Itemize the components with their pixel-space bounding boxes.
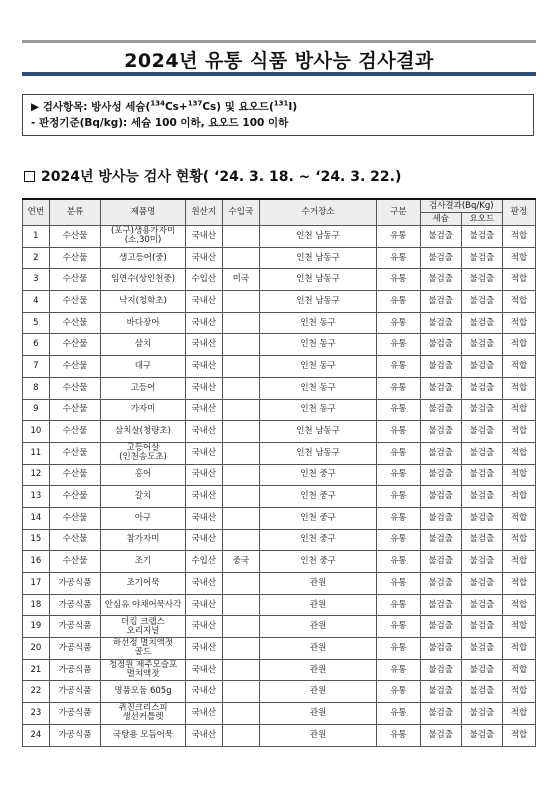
cell-origin: 국내산 [185,703,222,725]
cell-cesium: 불검출 [420,638,461,660]
cell-no: 20 [23,638,50,660]
cell-type: 유통 [377,269,420,291]
cell-category: 수산물 [49,356,101,378]
cell-product: 갈치 [101,486,185,508]
cell-iodine: 불검출 [461,442,502,464]
cell-location: 인천 중구 [259,464,376,486]
cell-category: 가공식품 [49,573,101,595]
header-import-country: 수입국 [222,199,259,226]
cell-location: 관원 [259,616,376,638]
header-category: 분류 [49,199,101,226]
cell-import-country [222,464,259,486]
cell-import-country: 미국 [222,269,259,291]
cell-iodine: 불검출 [461,724,502,746]
table-row [23,334,536,356]
cell-verdict: 적합 [502,724,535,746]
cell-import-country [222,334,259,356]
cell-verdict: 적합 [502,573,535,595]
cell-type: 유통 [377,573,420,595]
cell-iodine: 불검출 [461,312,502,334]
cell-category: 수산물 [49,312,101,334]
table-row [23,594,536,616]
cell-type: 유통 [377,616,420,638]
cell-product: 생고등어(중) [101,247,185,269]
cell-iodine: 불검출 [461,529,502,551]
cell-origin: 국내산 [185,356,222,378]
header-iodine: 요오드 [461,213,502,226]
cell-type: 유통 [377,421,420,443]
cell-origin: 수입산 [185,269,222,291]
cell-iodine: 불검출 [461,247,502,269]
cell-origin: 국내산 [185,486,222,508]
cell-import-country [222,399,259,421]
cell-import-country [222,638,259,660]
cell-no: 5 [23,312,50,334]
cell-iodine: 불검출 [461,659,502,681]
cell-no: 21 [23,659,50,681]
cell-location: 관원 [259,594,376,616]
cell-no: 1 [23,226,50,248]
cell-origin: 국내산 [185,247,222,269]
cell-cesium: 불검출 [420,247,461,269]
cell-type: 유통 [377,399,420,421]
cell-type: 유통 [377,226,420,248]
cell-location: 인천 남동구 [259,421,376,443]
cell-import-country [222,529,259,551]
cell-verdict: 적합 [502,551,535,573]
cell-origin: 국내산 [185,399,222,421]
cell-iodine: 불검출 [461,616,502,638]
table-row [23,356,536,378]
cell-cesium: 불검출 [420,703,461,725]
criteria-line: - 판정기준(Bq/kg): 세슘 100 이하, 요오드 100 이하 [31,117,289,129]
inspection-info-box [22,94,534,136]
cell-origin: 국내산 [185,529,222,551]
cell-no: 16 [23,551,50,573]
cell-location: 인천 동구 [259,312,376,334]
section-title: 2024년 방사능 검사 현황( ‘24. 3. 18. ~ ‘24. 3. 22.) [41,169,402,185]
table-row [23,464,536,486]
header-type: 구분 [377,199,420,226]
table-row [23,486,536,508]
cell-type: 유통 [377,724,420,746]
cell-cesium: 불검출 [420,464,461,486]
cell-product: 더킹 크랩스 오리지널 [101,616,185,638]
cell-import-country [222,247,259,269]
inspection-items-line: ▶ 검사항목: 방사성 세슘($^{134}$Cs+$^{137}$Cs) 및 요오드($^{131}$I) [31,99,298,113]
cell-cesium: 불검출 [420,334,461,356]
cell-category: 가공식품 [49,724,101,746]
cell-iodine: 불검출 [461,703,502,725]
cell-import-country [222,291,259,313]
cell-category: 가공식품 [49,594,101,616]
cell-import-country [222,724,259,746]
cell-iodine: 불검출 [461,226,502,248]
cell-origin: 국내산 [185,638,222,660]
cell-verdict: 적합 [502,291,535,313]
table-row [23,638,536,660]
cell-product: 낙지(청학초) [101,291,185,313]
cell-verdict: 적합 [502,507,535,529]
cell-location: 인천 중구 [259,507,376,529]
cell-category: 수산물 [49,399,101,421]
cell-verdict: 적합 [502,247,535,269]
cell-cesium: 불검출 [420,399,461,421]
cell-location: 인천 중구 [259,486,376,508]
cell-verdict: 적합 [502,703,535,725]
cell-product: 바다장어 [101,312,185,334]
cell-product: 퀴진크리스피 생선커틀렛 [101,703,185,725]
cell-location: 관원 [259,724,376,746]
cell-type: 유통 [377,442,420,464]
cell-cesium: 불검출 [420,616,461,638]
table-row [23,551,536,573]
cell-product: 하선정 멸치액젓 골드 [101,638,185,660]
cell-import-country [222,421,259,443]
cell-category: 수산물 [49,464,101,486]
cell-no: 10 [23,421,50,443]
cell-import-country [222,659,259,681]
cell-origin: 국내산 [185,442,222,464]
cell-verdict: 적합 [502,442,535,464]
cell-iodine: 불검출 [461,399,502,421]
cell-import-country: 중국 [222,551,259,573]
cell-verdict: 적합 [502,529,535,551]
cell-no: 14 [23,507,50,529]
cell-cesium: 불검출 [420,594,461,616]
cell-origin: 국내산 [185,334,222,356]
title-top-rule [22,40,536,43]
cell-no: 18 [23,594,50,616]
table-row [23,703,536,725]
cell-iodine: 불검출 [461,334,502,356]
header-cesium: 세슘 [420,213,461,226]
cell-category: 수산물 [49,334,101,356]
cell-no: 17 [23,573,50,595]
cell-category: 수산물 [49,269,101,291]
cell-product: (포구)생용가자미 (소,30미) [101,226,185,248]
cell-category: 수산물 [49,529,101,551]
cell-type: 유통 [377,507,420,529]
cell-verdict: 적합 [502,421,535,443]
cell-cesium: 불검출 [420,226,461,248]
cell-location: 인천 남동구 [259,226,376,248]
cell-iodine: 불검출 [461,507,502,529]
cell-category: 수산물 [49,442,101,464]
cell-location: 인천 남동구 [259,291,376,313]
cell-verdict: 적합 [502,594,535,616]
cell-verdict: 적합 [502,269,535,291]
cell-iodine: 불검출 [461,356,502,378]
cell-product: 고등어 [101,377,185,399]
header-verdict: 판정 [502,199,535,226]
cell-cesium: 불검출 [420,356,461,378]
cell-verdict: 적합 [502,616,535,638]
cell-cesium: 불검출 [420,573,461,595]
table-row [23,616,536,638]
cell-category: 수산물 [49,507,101,529]
cell-product: 청정원 제주모슬포 멸치액젓 [101,659,185,681]
cell-no: 3 [23,269,50,291]
cell-category: 가공식품 [49,703,101,725]
cell-origin: 국내산 [185,464,222,486]
cell-no: 24 [23,724,50,746]
cell-type: 유통 [377,377,420,399]
cell-type: 유통 [377,529,420,551]
cell-origin: 국내산 [185,291,222,313]
cell-no: 11 [23,442,50,464]
cell-no: 23 [23,703,50,725]
cell-origin: 국내산 [185,226,222,248]
cell-no: 7 [23,356,50,378]
cell-import-country [222,573,259,595]
results-table [22,198,536,747]
header-origin: 원산지 [185,199,222,226]
cell-category: 수산물 [49,291,101,313]
cell-cesium: 불검출 [420,724,461,746]
cell-location: 인천 중구 [259,529,376,551]
cell-product: 참가자미 [101,529,185,551]
table-row [23,312,536,334]
cell-iodine: 불검출 [461,594,502,616]
cell-location: 인천 동구 [259,377,376,399]
cell-iodine: 불검출 [461,291,502,313]
cell-no: 8 [23,377,50,399]
cell-cesium: 불검출 [420,291,461,313]
cell-cesium: 불검출 [420,442,461,464]
cell-iodine: 불검출 [461,551,502,573]
cell-type: 유통 [377,594,420,616]
cell-import-country [222,442,259,464]
cell-category: 수산물 [49,377,101,399]
cell-no: 22 [23,681,50,703]
cell-cesium: 불검출 [420,551,461,573]
cell-location: 관원 [259,573,376,595]
table-row [23,442,536,464]
cell-location: 인천 남동구 [259,247,376,269]
cell-no: 15 [23,529,50,551]
cell-import-country [222,312,259,334]
cell-origin: 수입산 [185,551,222,573]
cell-iodine: 불검출 [461,269,502,291]
cell-type: 유통 [377,681,420,703]
cell-verdict: 적합 [502,399,535,421]
cell-import-country [222,507,259,529]
checkbox-square-icon [24,171,35,182]
cell-iodine: 불검출 [461,638,502,660]
table-row [23,507,536,529]
cell-origin: 국내산 [185,573,222,595]
cell-verdict: 적합 [502,334,535,356]
table-row [23,724,536,746]
cell-cesium: 불검출 [420,269,461,291]
cell-location: 관원 [259,703,376,725]
table-row [23,399,536,421]
cell-product: 안심유 야채어묵사각 [101,594,185,616]
cell-origin: 국내산 [185,421,222,443]
cell-location: 인천 동구 [259,334,376,356]
cell-cesium: 불검출 [420,659,461,681]
cell-cesium: 불검출 [420,681,461,703]
table-row [23,377,536,399]
cell-verdict: 적합 [502,226,535,248]
title-bottom-rule [22,72,536,76]
cell-location: 인천 동구 [259,399,376,421]
cell-category: 가공식품 [49,638,101,660]
cell-category: 수산물 [49,226,101,248]
table-row [23,247,536,269]
table-row [23,421,536,443]
table-row [23,573,536,595]
cell-import-country [222,616,259,638]
cell-type: 유통 [377,247,420,269]
cell-category: 수산물 [49,486,101,508]
cell-type: 유통 [377,356,420,378]
header-result: 검사결과(Bq/Kg) [420,199,502,213]
cell-iodine: 불검출 [461,681,502,703]
cell-cesium: 불검출 [420,486,461,508]
cell-origin: 국내산 [185,312,222,334]
cell-cesium: 불검출 [420,529,461,551]
page-title: 2024년 유통 식품 방사능 검사결과 [124,50,434,72]
cell-iodine: 불검출 [461,421,502,443]
cell-iodine: 불검출 [461,573,502,595]
cell-no: 19 [23,616,50,638]
cell-cesium: 불검출 [420,421,461,443]
cell-product: 삼치살(청량초) [101,421,185,443]
table-row [23,226,536,248]
cell-type: 유통 [377,703,420,725]
cell-no: 6 [23,334,50,356]
cell-category: 가공식품 [49,659,101,681]
cell-verdict: 적합 [502,312,535,334]
table-row [23,659,536,681]
cell-product: 명품모둠 605g [101,681,185,703]
cell-location: 관원 [259,659,376,681]
cell-product: 아구 [101,507,185,529]
cell-origin: 국내산 [185,681,222,703]
cell-import-country [222,356,259,378]
table-row [23,291,536,313]
cell-verdict: 적합 [502,464,535,486]
cell-cesium: 불검출 [420,377,461,399]
cell-type: 유통 [377,486,420,508]
cell-iodine: 불검출 [461,486,502,508]
cell-origin: 국내산 [185,507,222,529]
cell-product: 조기어묵 [101,573,185,595]
cell-origin: 국내산 [185,659,222,681]
header-product: 제품명 [101,199,185,226]
cell-type: 유통 [377,334,420,356]
cell-import-country [222,681,259,703]
cell-type: 유통 [377,551,420,573]
cell-product: 조기 [101,551,185,573]
cell-no: 12 [23,464,50,486]
header-location: 수거장소 [259,199,376,226]
cell-import-country [222,486,259,508]
cell-type: 유통 [377,638,420,660]
cell-cesium: 불검출 [420,312,461,334]
cell-product: 가자미 [101,399,185,421]
cell-category: 가공식품 [49,616,101,638]
cell-origin: 국내산 [185,724,222,746]
cell-verdict: 적합 [502,659,535,681]
cell-verdict: 적합 [502,681,535,703]
cell-location: 인천 중구 [259,551,376,573]
cell-no: 4 [23,291,50,313]
section-heading [24,166,401,186]
cell-verdict: 적합 [502,356,535,378]
cell-origin: 국내산 [185,377,222,399]
cell-verdict: 적합 [502,638,535,660]
table-row [23,269,536,291]
cell-import-country [222,377,259,399]
cell-type: 유통 [377,291,420,313]
cell-location: 관원 [259,681,376,703]
cell-location: 관원 [259,638,376,660]
cell-import-country [222,226,259,248]
cell-type: 유통 [377,659,420,681]
cell-category: 가공식품 [49,681,101,703]
cell-verdict: 적합 [502,486,535,508]
cell-location: 인천 동구 [259,356,376,378]
cell-type: 유통 [377,312,420,334]
cell-iodine: 불검출 [461,464,502,486]
cell-no: 13 [23,486,50,508]
cell-iodine: 불검출 [461,377,502,399]
cell-import-country [222,594,259,616]
cell-verdict: 적합 [502,377,535,399]
cell-no: 2 [23,247,50,269]
cell-no: 9 [23,399,50,421]
cell-origin: 국내산 [185,594,222,616]
cell-product: 홍어 [101,464,185,486]
cell-category: 수산물 [49,421,101,443]
cell-origin: 국내산 [185,616,222,638]
cell-product: 국탕용 모듬어묵 [101,724,185,746]
cell-import-country [222,703,259,725]
cell-product: 고등어살 (인천송도초) [101,442,185,464]
cell-type: 유통 [377,464,420,486]
cell-cesium: 불검출 [420,507,461,529]
cell-product: 삼치 [101,334,185,356]
cell-category: 수산물 [49,247,101,269]
cell-product: 임연수(상인천중) [101,269,185,291]
table-row [23,529,536,551]
table-row [23,681,536,703]
cell-location: 인천 남동구 [259,442,376,464]
cell-location: 인천 남동구 [259,269,376,291]
header-no: 연번 [23,199,50,226]
cell-category: 수산물 [49,551,101,573]
cell-product: 대구 [101,356,185,378]
